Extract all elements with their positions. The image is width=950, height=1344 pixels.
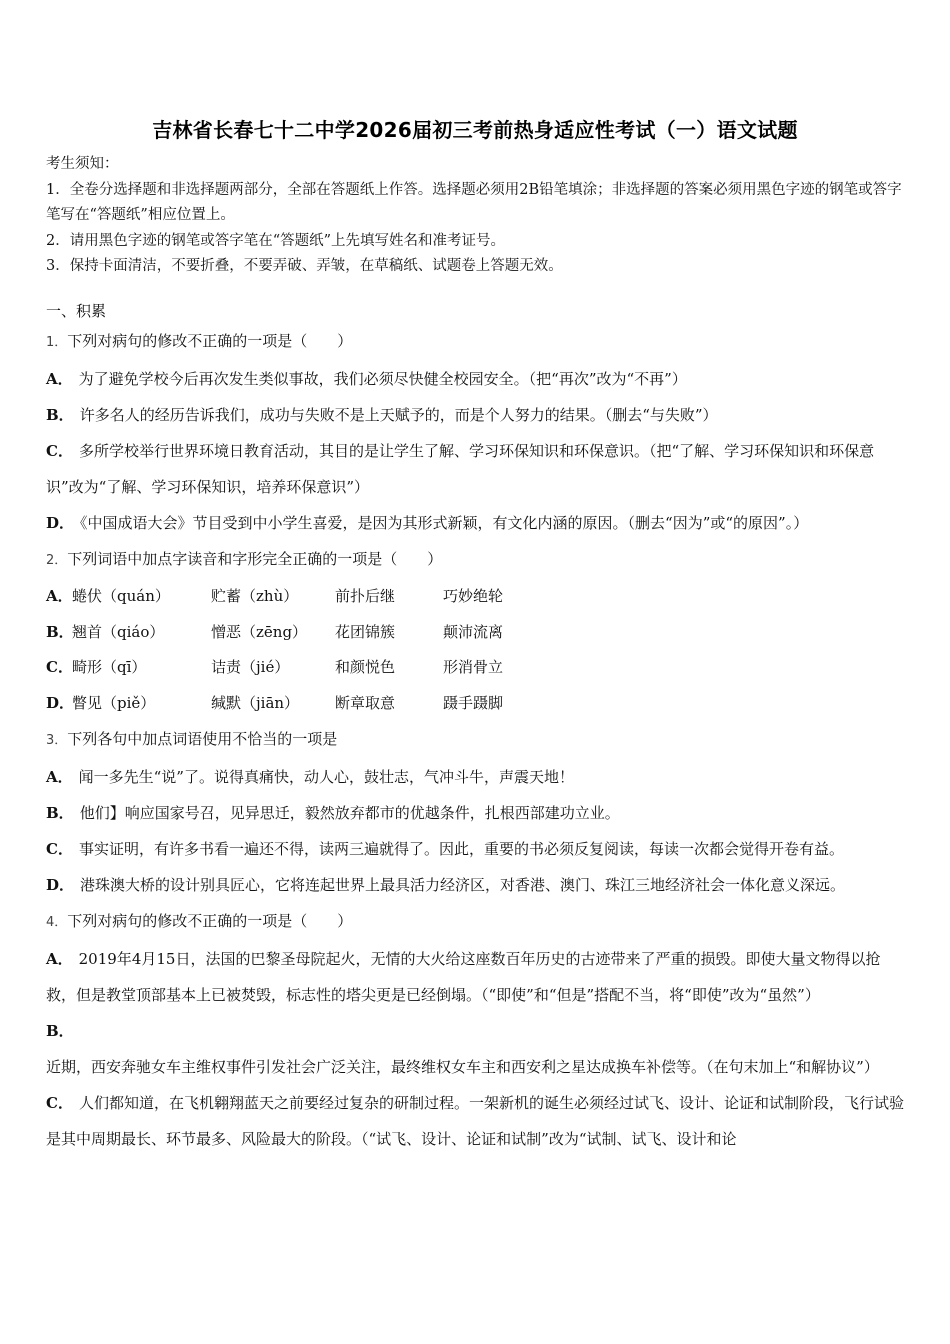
- option: [46, 941, 908, 1013]
- word-option-row: [46, 615, 908, 651]
- question-number: 1．: [46, 335, 68, 350]
- option-text: 为了避免学校今后再次发生类似事故，我们必须尽快健全校园安全。（把“再次”改为“不再”）: [78, 370, 687, 388]
- option: [46, 1013, 908, 1085]
- question-text: 下列各句中加点词语使用不恰当的一项是: [67, 730, 338, 748]
- question-stem: [46, 323, 908, 361]
- option: [46, 831, 908, 867]
- question-number: 2．: [46, 553, 68, 568]
- word: 巧妙绝轮: [443, 587, 504, 605]
- word: 花团锦簇: [335, 622, 396, 641]
- question-stem: [46, 721, 908, 759]
- question-text: 下列对病句的修改不正确的一项是（ ）: [67, 912, 353, 930]
- question-stem: [46, 903, 908, 941]
- option: [46, 867, 908, 903]
- notice-item: 1．全卷分选择题和非选择题两部分，全部在答题纸上作答。选择题必须用2B铅笔填涂；非选择题的答案必须用黑色字迹的钢笔或答字笔写在“答题纸”相应位置上。: [46, 181, 902, 223]
- question-number: 3．: [46, 733, 68, 748]
- candidate-notice: [46, 152, 906, 280]
- question-4: [46, 903, 908, 1157]
- option-text: 多所学校举行世界环境日教育活动，其目的是让学生了解、学习环保知识和环保意识。（把“了解、学习环保知识和环保意识”改为“了解、学习环保知识，培养环保意识”）: [46, 442, 875, 496]
- question-3: [46, 721, 908, 903]
- option-letter: D．: [46, 876, 75, 894]
- option-letter: D．: [46, 693, 75, 712]
- notice-item: 3．保持卡面清洁，不要折叠，不要弄破、弄皱，在草稿纸、试题卷上答题无效。: [46, 258, 563, 274]
- word-option-row: [46, 650, 908, 686]
- word: 断章取意: [335, 693, 396, 712]
- word: 憎恶（zēng）: [211, 622, 308, 641]
- option: [46, 795, 908, 831]
- option-letter: C．: [46, 1094, 73, 1112]
- option-letter: A．: [46, 768, 73, 786]
- word: 形消骨立: [443, 658, 504, 676]
- question-text: 下列对病句的修改不正确的一项是（ ）: [67, 332, 353, 350]
- option-letter: A．: [46, 587, 73, 605]
- option: [46, 361, 908, 397]
- notice-item: 2．请用黑色字迹的钢笔或答字笔在“答题纸”上先填写姓名和准考证号。: [46, 232, 506, 249]
- option-letter: C．: [46, 658, 73, 676]
- option-text: 港珠澳大桥的设计别具匠心，它将连起世界上最具活力经济区，对香港、澳门、珠江三地经济社会一体化意义深远。: [80, 876, 846, 894]
- question-stem: [46, 541, 908, 579]
- option: [46, 433, 908, 505]
- word: 诘责（jié）: [211, 658, 290, 676]
- word: 前扑后继: [335, 587, 396, 605]
- option-text: 近期，西安奔驰女车主维权事件引发社会广泛关注，最终维权女车主和西安利之星达成换车补偿等。（在句末加上“和解协议”）: [46, 1058, 879, 1076]
- notice-heading: 考生须知：: [46, 156, 119, 172]
- option-text: 闻一多先生“说”了。说得真痛快，动人心，鼓壮志，气冲斗牛，声震天地！: [78, 768, 574, 786]
- option: [46, 505, 908, 541]
- word: 蜷伏（quán）: [72, 587, 170, 605]
- word-option-row: [46, 686, 908, 722]
- word: 贮蓄（zhù）: [211, 587, 299, 605]
- exam-title: 吉林省长春七十二中学2026届初三考前热身适应性考试（一）语文试题: [152, 118, 798, 142]
- option-letter: C．: [46, 442, 73, 460]
- word: 畸形（qī）: [72, 658, 147, 676]
- word: 蹑手蹑脚: [443, 693, 504, 712]
- option-letter: C．: [46, 840, 73, 858]
- option-letter: B．: [46, 1022, 74, 1040]
- word: 瞥见（piě）: [72, 693, 156, 712]
- option-text: 事实证明，有许多书看一遍还不得，读两三遍就得了。因此，重要的书必须反复阅读，每读一次都会觉得开卷有益。: [78, 840, 844, 858]
- option-text: 《中国成语大会》节目受到中小学生喜爱，是因为其形式新颖，有文化内涵的原因。（删去“因为”或“的原因”。）: [80, 514, 809, 532]
- option-letter: D．: [46, 514, 75, 532]
- question-1: [46, 323, 908, 541]
- option-letter: A．: [46, 950, 73, 968]
- option-letter: B．: [46, 622, 74, 641]
- option-letter: A．: [46, 370, 73, 388]
- word: 颠沛流离: [443, 622, 504, 641]
- option-text: 人们都知道，在飞机翱翔蓝天之前要经过复杂的研制过程。一架新机的诞生必须经过试飞、设计、论证和试制阶段，飞行试验是其中周期最长、环节最多、风险最大的阶段。（“试飞、设计、论证和试制”改为“试制、试飞、设计和论: [46, 1094, 904, 1148]
- question-number: 4．: [46, 915, 68, 930]
- option-text: 许多名人的经历告诉我们，成功与失败不是上天赋予的，而是个人努力的结果。（删去“与失败”）: [79, 406, 718, 424]
- word-option-row: [46, 579, 908, 615]
- option: [46, 1085, 908, 1157]
- exam-body: [46, 299, 908, 1157]
- option: [46, 759, 908, 795]
- question-text: 下列词语中加点字读音和字形完全正确的一项是（ ）: [67, 550, 443, 568]
- option: [46, 397, 908, 433]
- option-text: 2019年4月15日，法国的巴黎圣母院起火，无情的大火给这座数百年历史的古迹带来了严重的损毁。即使大量文物得以抢救，但是教堂顶部基本上已被焚毁，标志性的塔尖更是已经倒塌。（“即使”和“但是”搭配不当，将“即使”改为“虽然”）: [46, 950, 881, 1004]
- option-text: 他们】响应国家号召，见异思迁，毅然放弃都市的优越条件，扎根西部建功立业。: [79, 804, 620, 822]
- option-letter: B．: [46, 804, 74, 822]
- option-letter: B．: [46, 406, 74, 424]
- word: 和颜悦色: [335, 658, 396, 676]
- word: 翘首（qiáo）: [72, 622, 165, 641]
- section-heading: 一、积累: [46, 302, 107, 320]
- question-2: [46, 541, 908, 721]
- word: 缄默（jiān）: [211, 693, 300, 712]
